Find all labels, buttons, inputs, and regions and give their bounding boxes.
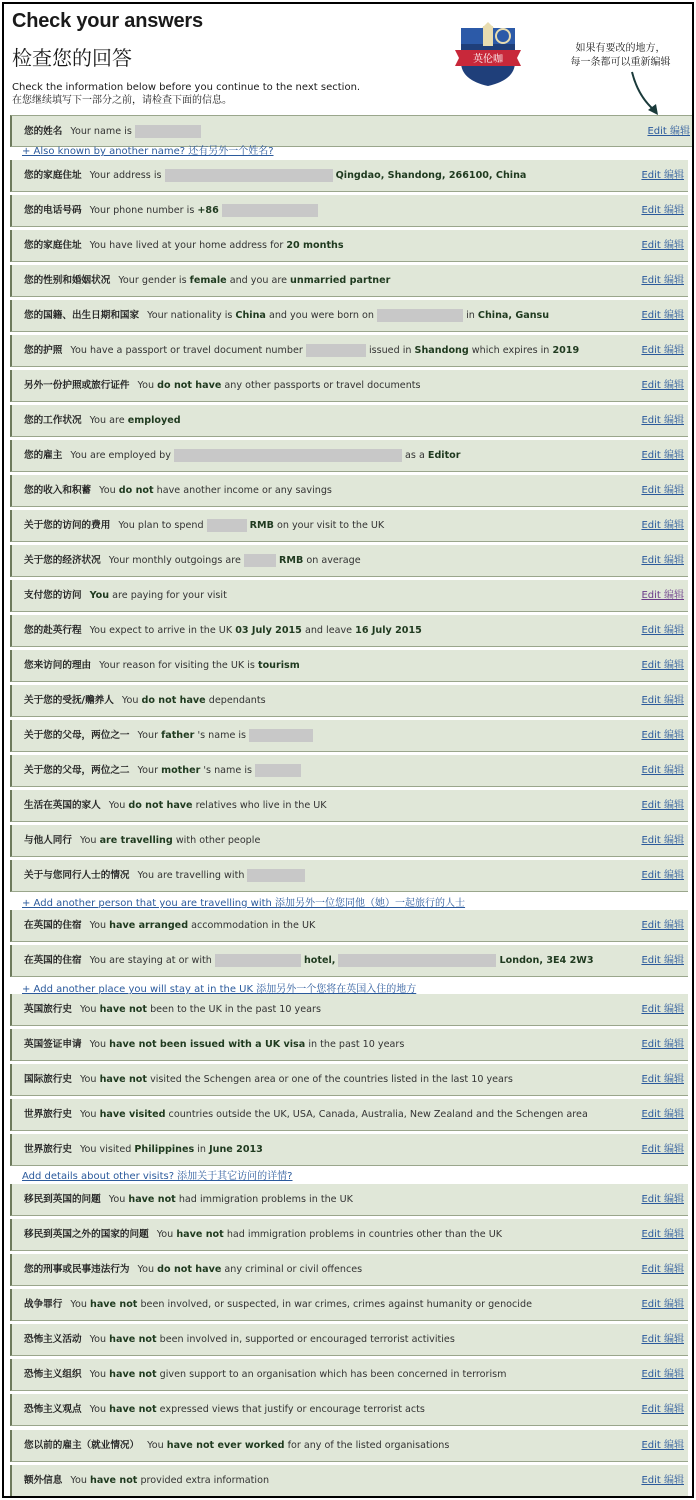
answer-text-part: Your xyxy=(137,730,159,741)
edit-link[interactable]: Edit 编辑 xyxy=(641,485,684,496)
answer-text-part: Your reason for visiting the UK is xyxy=(99,660,255,671)
redacted-block xyxy=(222,204,318,217)
answer-text-part: You xyxy=(89,920,107,931)
answer-text-part: You xyxy=(70,1475,87,1486)
answer-row xyxy=(10,1099,688,1131)
answer-text-part: provided extra information xyxy=(140,1475,270,1486)
answer-text-part: visited the Schengen area or one of the countries listed in the last 10 years xyxy=(150,1074,513,1085)
answer-text-part: You xyxy=(147,1440,164,1451)
answer-value: father xyxy=(161,730,195,741)
answer-text-part: 's name is xyxy=(203,765,252,776)
answer-text xyxy=(24,370,421,401)
answer-value: 03 July 2015 xyxy=(235,625,302,636)
edit-link[interactable]: Edit 编辑 xyxy=(641,415,684,426)
answer-label-cn: 您的电话号码 xyxy=(24,205,82,216)
answer-text-part: been involved, or suspected, in war crimes, crimes against humanity or genocide xyxy=(140,1299,532,1310)
answer-text-part: countries outside the UK, USA, Canada, Australia, New Zealand and the Schengen area xyxy=(168,1109,588,1120)
answer-text-part: had immigration problems in the UK xyxy=(178,1194,353,1205)
answer-value: China xyxy=(235,310,266,321)
answer-label-cn: 英国旅行史 xyxy=(24,1004,72,1015)
answer-text-part: You are employed by xyxy=(70,450,171,461)
answer-text-part: dependants xyxy=(208,695,266,706)
edit-link[interactable]: Edit 编辑 xyxy=(641,765,684,776)
answer-text xyxy=(24,405,181,436)
answer-text xyxy=(24,116,201,147)
answer-text-part: You xyxy=(121,695,139,706)
edit-link[interactable]: Edit 编辑 xyxy=(641,800,684,811)
answer-text-part: You xyxy=(79,1074,97,1085)
note-line-2: 每一条都可以重新编辑 xyxy=(570,57,671,68)
answer-value: unmarried partner xyxy=(290,275,391,286)
answer-value: 20 months xyxy=(286,240,344,251)
add-visits-link[interactable]: Add details about other visits? 添加关于其它访问的详情? xyxy=(22,1171,293,1182)
edit-link[interactable]: Edit 编辑 xyxy=(647,126,690,137)
answer-text xyxy=(24,440,461,471)
answer-text xyxy=(24,650,300,681)
answer-value: are travelling xyxy=(99,835,173,846)
answer-text-part: any criminal or civil offences xyxy=(224,1264,363,1275)
answer-label-cn: 关于您的父母，两位之二 xyxy=(24,765,130,776)
answer-value: have not xyxy=(109,1404,157,1415)
answer-value: have visited xyxy=(99,1109,166,1120)
answer-value: do not have xyxy=(157,380,222,391)
answer-row xyxy=(10,405,688,437)
answer-row xyxy=(10,1134,688,1166)
answer-text-part: been to the UK in the past 10 years xyxy=(150,1004,321,1015)
answer-text xyxy=(24,335,579,366)
answer-row xyxy=(10,580,688,612)
add-person-link[interactable]: + Add another person that you are travelling with 添加另外一位您同他（她）一起旅行的人士 xyxy=(22,898,466,909)
answer-value: have not xyxy=(99,1074,147,1085)
answer-value: Qingdao, Shandong, 266100, China xyxy=(335,170,527,181)
answer-text-part: with other people xyxy=(175,835,261,846)
edit-link[interactable]: Edit 编辑 xyxy=(641,1369,684,1380)
answer-text xyxy=(24,1254,362,1285)
answer-value: China, Gansu xyxy=(477,310,550,321)
redacted-block xyxy=(174,449,402,462)
answer-value: Philippines xyxy=(134,1144,195,1155)
answer-text xyxy=(24,475,332,506)
answer-label-cn: 关于您的访问的费用 xyxy=(24,520,111,531)
answer-text xyxy=(24,1219,502,1250)
answer-text xyxy=(24,1134,263,1165)
answer-text-part: as a xyxy=(405,450,425,461)
answer-row xyxy=(10,755,688,787)
answer-text-part: You are staying at or with xyxy=(89,955,212,966)
answer-text xyxy=(24,1359,506,1390)
answer-value: do not have xyxy=(141,695,206,706)
answer-text-part: and leave xyxy=(304,625,353,636)
edit-link[interactable]: Edit 编辑 xyxy=(641,380,684,391)
answer-text-part: in the past 10 years xyxy=(308,1039,405,1050)
answer-text xyxy=(24,510,384,541)
answer-row xyxy=(10,615,688,647)
answer-row xyxy=(10,994,688,1026)
answer-row xyxy=(10,1184,688,1216)
redacted-block xyxy=(377,309,463,322)
answer-text xyxy=(24,1184,353,1215)
answer-row xyxy=(10,1254,688,1286)
redacted-block xyxy=(165,169,333,182)
answer-text-part: You xyxy=(137,380,155,391)
edit-link[interactable]: Edit 编辑 xyxy=(641,240,684,251)
edit-link[interactable]: Edit 编辑 xyxy=(641,520,684,531)
edit-link[interactable]: Edit 编辑 xyxy=(641,1194,684,1205)
answer-value: June 2013 xyxy=(209,1144,263,1155)
answer-row xyxy=(10,1289,688,1321)
answer-row xyxy=(10,335,688,367)
answer-value: 2019 xyxy=(552,345,580,356)
answer-value: have arranged xyxy=(109,920,189,931)
answer-label-cn: 国际旅行史 xyxy=(24,1074,72,1085)
answer-text-part: accommodation in the UK xyxy=(191,920,316,931)
answer-text-part: You are xyxy=(89,415,125,426)
answer-row xyxy=(10,475,688,507)
answer-text-part: Your xyxy=(137,765,159,776)
edit-link[interactable]: Edit 编辑 xyxy=(641,920,684,931)
answer-value: have not xyxy=(89,1475,138,1486)
redacted-block xyxy=(207,519,247,532)
answer-text xyxy=(24,1289,532,1320)
edit-link[interactable]: Edit 编辑 xyxy=(641,625,684,636)
answer-label-cn: 关于与您同行人士的情况 xyxy=(24,870,130,881)
answer-value: Shandong xyxy=(414,345,469,356)
intro-en: Check the information below before you continue to the next section. xyxy=(12,82,361,93)
edit-link[interactable]: Edit 编辑 xyxy=(641,1440,684,1451)
answer-value: do not have xyxy=(157,1264,222,1275)
answer-text-part: You xyxy=(79,1109,97,1120)
answer-text-part: You xyxy=(79,835,97,846)
note-line-1: 如果有要改的地方， xyxy=(575,43,666,54)
answer-text xyxy=(24,545,361,576)
answer-text-part: You xyxy=(99,485,116,496)
answer-text-part: Your gender is xyxy=(118,275,187,286)
answer-label-cn: 生活在英国的家人 xyxy=(24,800,101,811)
answer-text-part: You xyxy=(89,1334,107,1345)
answer-row xyxy=(10,510,688,542)
answer-label-cn: 您的刑事或民事违法行为 xyxy=(24,1264,130,1275)
answer-label-cn: 您的姓名 xyxy=(24,126,63,137)
answer-value: have not xyxy=(109,1369,157,1380)
answer-text xyxy=(24,994,321,1025)
answer-label-cn: 移民到英国的问题 xyxy=(24,1194,101,1205)
answer-text-part: You xyxy=(79,1004,97,1015)
redacted-block xyxy=(244,554,276,567)
answer-value: RMB xyxy=(249,520,274,531)
brand-logo-icon xyxy=(453,22,523,88)
answer-row xyxy=(10,230,688,262)
edit-link[interactable]: Edit 编辑 xyxy=(641,1109,684,1120)
answer-text-part: You xyxy=(89,1404,107,1415)
answer-label-cn: 支付您的访问 xyxy=(24,590,82,601)
answer-text xyxy=(24,720,313,751)
answer-text-part: You are travelling with xyxy=(137,870,245,881)
answer-text-part: 's name is xyxy=(197,730,247,741)
answer-row xyxy=(10,545,688,577)
answer-label-cn: 您的家庭住址 xyxy=(24,170,82,181)
answer-value: London, 3E4 2W3 xyxy=(499,955,594,966)
answer-text xyxy=(24,1099,588,1130)
answer-row xyxy=(10,1465,688,1497)
edit-link[interactable]: Edit 编辑 xyxy=(641,1229,684,1240)
edit-link[interactable]: Edit 编辑 xyxy=(641,205,684,216)
answer-row xyxy=(10,370,688,402)
answer-label-cn: 与他人同行 xyxy=(24,835,72,846)
answer-value: tourism xyxy=(257,660,300,671)
answer-text-part: You visited xyxy=(79,1144,132,1155)
answer-text-part: You xyxy=(89,1369,107,1380)
answer-text xyxy=(24,910,315,941)
answer-text xyxy=(24,1324,455,1355)
answer-text-part: on average xyxy=(306,555,361,566)
answer-row xyxy=(10,1064,688,1096)
answer-text xyxy=(24,755,301,786)
answer-text-part: Your nationality is xyxy=(147,310,233,321)
answer-value: mother xyxy=(161,765,201,776)
also-known-link[interactable]: + Also known by another name? 还有另外一个姓名? xyxy=(22,146,274,157)
edit-link[interactable]: Edit 编辑 xyxy=(641,1334,684,1345)
redacted-block xyxy=(255,764,301,777)
answer-text-part: have another income or any savings xyxy=(156,485,332,496)
answer-label-cn: 关于您的父母，两位之一 xyxy=(24,730,130,741)
answer-text xyxy=(24,1064,513,1095)
answer-text-part: You have lived at your home address for xyxy=(89,240,284,251)
answer-text-part: and you are xyxy=(229,275,287,286)
answer-text-part: in xyxy=(197,1144,207,1155)
answer-text-part: You xyxy=(137,1264,155,1275)
answer-value: do not have xyxy=(128,800,193,811)
edit-link[interactable]: Edit 编辑 xyxy=(641,1404,684,1415)
answer-value: do not xyxy=(118,485,154,496)
answer-text xyxy=(24,230,344,261)
redacted-block xyxy=(249,729,313,742)
answer-row xyxy=(10,265,688,297)
edit-link[interactable]: Edit 编辑 xyxy=(641,955,684,966)
answer-label-cn: 您的雇主 xyxy=(24,450,63,461)
answer-text-part: Your address is xyxy=(89,170,162,181)
answer-value: You xyxy=(89,590,110,601)
answer-text-part: on your visit to the UK xyxy=(276,520,385,531)
answer-text xyxy=(24,685,266,716)
answer-text xyxy=(24,1394,425,1425)
answer-text-part: for any of the listed organisations xyxy=(287,1440,450,1451)
answer-label-cn: 您的性别和婚姻状况 xyxy=(24,275,111,286)
edit-link[interactable]: Edit 编辑 xyxy=(641,1299,684,1310)
answer-text-part: Your name is xyxy=(70,126,132,137)
answer-row xyxy=(10,160,688,192)
edit-link[interactable]: Edit 编辑 xyxy=(641,1475,684,1486)
edit-link[interactable]: Edit 编辑 xyxy=(641,590,684,601)
answer-row xyxy=(10,720,688,752)
answer-text-part: which expires in xyxy=(471,345,550,356)
answer-label-cn: 恐怖主义组织 xyxy=(24,1369,82,1380)
answer-text-part: in xyxy=(466,310,475,321)
answer-text-part: You xyxy=(108,800,126,811)
answer-text-part: You xyxy=(89,1039,107,1050)
answer-text-part: You have a passport or travel document number xyxy=(70,345,303,356)
answer-text xyxy=(24,825,260,856)
edit-link[interactable]: Edit 编辑 xyxy=(641,555,684,566)
answer-value: hotel, xyxy=(303,955,336,966)
answer-row xyxy=(10,825,688,857)
answer-value: have not xyxy=(89,1299,138,1310)
answer-text-part: are paying for your visit xyxy=(112,590,227,601)
answer-row xyxy=(10,195,688,227)
edit-link[interactable]: Edit 编辑 xyxy=(641,870,684,881)
answer-label-cn: 世界旅行史 xyxy=(24,1144,72,1155)
answer-label-cn: 恐怖主义观点 xyxy=(24,1404,82,1415)
answer-text xyxy=(24,615,422,646)
answer-row xyxy=(10,1324,688,1356)
answer-label-cn: 您的家庭住址 xyxy=(24,240,82,251)
answer-text xyxy=(24,1029,404,1060)
answer-row xyxy=(10,860,688,892)
answer-row xyxy=(10,650,688,682)
answer-text xyxy=(24,860,305,891)
answer-text-part: relatives who live in the UK xyxy=(195,800,327,811)
answer-label-cn: 关于您的经济状况 xyxy=(24,555,101,566)
answer-label-cn: 您的工作状况 xyxy=(24,415,82,426)
answer-value: RMB xyxy=(279,555,304,566)
redacted-block xyxy=(247,869,305,882)
edit-link[interactable]: Edit 编辑 xyxy=(641,1004,684,1015)
edit-link[interactable]: Edit 编辑 xyxy=(641,1144,684,1155)
answer-value: employed xyxy=(127,415,181,426)
add-place-link[interactable]: + Add another place you will stay at in the UK 添加另外一个您将在英国入住的地方 xyxy=(22,984,417,995)
answer-value: have not xyxy=(176,1229,224,1240)
answer-row xyxy=(10,440,688,472)
arrow-icon xyxy=(624,70,664,120)
answer-text-part: Your monthly outgoings are xyxy=(108,555,241,566)
answer-label-cn: 世界旅行史 xyxy=(24,1109,72,1120)
answer-text-part: You plan to spend xyxy=(118,520,204,531)
answer-value: 16 July 2015 xyxy=(355,625,422,636)
answer-row xyxy=(10,910,688,942)
answer-label-cn: 您的国籍、出生日期和国家 xyxy=(24,310,140,321)
answer-text-part: You expect to arrive in the UK xyxy=(89,625,233,636)
answer-label-cn: 您来访问的理由 xyxy=(24,660,92,671)
answer-label-cn: 恐怖主义活动 xyxy=(24,1334,82,1345)
answer-row xyxy=(10,685,688,717)
edit-link[interactable]: Edit 编辑 xyxy=(641,170,684,181)
redacted-block xyxy=(135,125,201,138)
edit-link[interactable]: Edit 编辑 xyxy=(641,695,684,706)
edit-link[interactable]: Edit 编辑 xyxy=(641,835,684,846)
answer-text-part: You xyxy=(156,1229,174,1240)
answer-value: have not xyxy=(109,1334,157,1345)
edit-link[interactable]: Edit 编辑 xyxy=(641,310,684,321)
answer-text-part: given support to an organisation which has been concerned in terrorism xyxy=(159,1369,507,1380)
answer-value: have not ever worked xyxy=(166,1440,285,1451)
answer-text xyxy=(24,160,526,191)
edit-link[interactable]: Edit 编辑 xyxy=(641,275,684,286)
edit-link[interactable]: Edit 编辑 xyxy=(641,660,684,671)
redacted-block xyxy=(215,954,301,967)
answer-text-part: You xyxy=(70,1299,87,1310)
redacted-block xyxy=(306,344,366,357)
page-title-cn: 检查您的回答 xyxy=(12,46,132,70)
answer-value: Editor xyxy=(427,450,461,461)
answer-row xyxy=(10,300,688,332)
answer-label-cn: 您的护照 xyxy=(24,345,63,356)
answer-row xyxy=(10,945,688,977)
answer-row xyxy=(10,1394,688,1426)
logo-text: 英伦咖 xyxy=(473,54,503,65)
answer-label-cn: 战争罪行 xyxy=(24,1299,63,1310)
answer-row xyxy=(10,1219,688,1251)
answer-text xyxy=(24,265,390,296)
answer-text xyxy=(24,300,549,331)
answer-row xyxy=(10,1430,688,1462)
answer-label-cn: 额外信息 xyxy=(24,1475,63,1486)
edit-hint-note xyxy=(553,42,688,70)
answer-text xyxy=(24,195,318,226)
intro-text xyxy=(12,81,360,107)
answer-text-part: had immigration problems in countries other than the UK xyxy=(226,1229,503,1240)
edit-link[interactable]: Edit 编辑 xyxy=(641,1039,684,1050)
answer-label-cn: 在英国的住宿 xyxy=(24,955,82,966)
answer-label-cn: 您的收入和积蓄 xyxy=(24,485,92,496)
answer-text-part: issued in xyxy=(368,345,412,356)
answer-label-cn: 移民到英国之外的国家的问题 xyxy=(24,1229,149,1240)
answer-text xyxy=(24,790,327,821)
answer-row xyxy=(10,115,694,147)
answer-value: have not been issued with a UK visa xyxy=(109,1039,306,1050)
page-title: Check your answers xyxy=(12,10,203,32)
edit-link[interactable]: Edit 编辑 xyxy=(641,1264,684,1275)
answer-text-part: and you were born on xyxy=(268,310,374,321)
answer-label-cn: 英国签证申请 xyxy=(24,1039,82,1050)
answer-value: have not xyxy=(128,1194,176,1205)
answer-label-cn: 您以前的雇主（就业情况） xyxy=(24,1440,140,1451)
answer-value: +86 xyxy=(197,205,219,216)
edit-link[interactable]: Edit 编辑 xyxy=(641,345,684,356)
answer-text xyxy=(24,945,594,976)
answer-text-part: any other passports or travel documents xyxy=(224,380,421,391)
answer-value: female xyxy=(189,275,227,286)
intro-cn: 在您继续填写下一部分之前，请检查下面的信息。 xyxy=(12,95,232,106)
edit-link[interactable]: Edit 编辑 xyxy=(641,730,684,741)
answer-text-part: Your phone number is xyxy=(89,205,195,216)
answer-value: have not xyxy=(99,1004,147,1015)
redacted-block xyxy=(338,954,496,967)
edit-link[interactable]: Edit 编辑 xyxy=(641,450,684,461)
answer-row xyxy=(10,790,688,822)
answer-text-part: been involved in, supported or encouraged terrorist activities xyxy=(159,1334,455,1345)
answer-label-cn: 您的赴英行程 xyxy=(24,625,82,636)
answer-row xyxy=(10,1359,688,1391)
answer-text-part: expressed views that justify or encourage terrorist acts xyxy=(159,1404,425,1415)
answer-label-cn: 另外一份护照或旅行证件 xyxy=(24,380,130,391)
answer-text xyxy=(24,1430,449,1461)
answer-label-cn: 关于您的受抚/赡养人 xyxy=(24,695,114,706)
edit-link[interactable]: Edit 编辑 xyxy=(641,1074,684,1085)
answer-text xyxy=(24,1465,269,1496)
answer-label-cn: 在英国的住宿 xyxy=(24,920,82,931)
answer-row xyxy=(10,1029,688,1061)
answer-text-part: You xyxy=(108,1194,126,1205)
answer-text xyxy=(24,580,227,611)
check-answers-page xyxy=(2,2,694,1498)
